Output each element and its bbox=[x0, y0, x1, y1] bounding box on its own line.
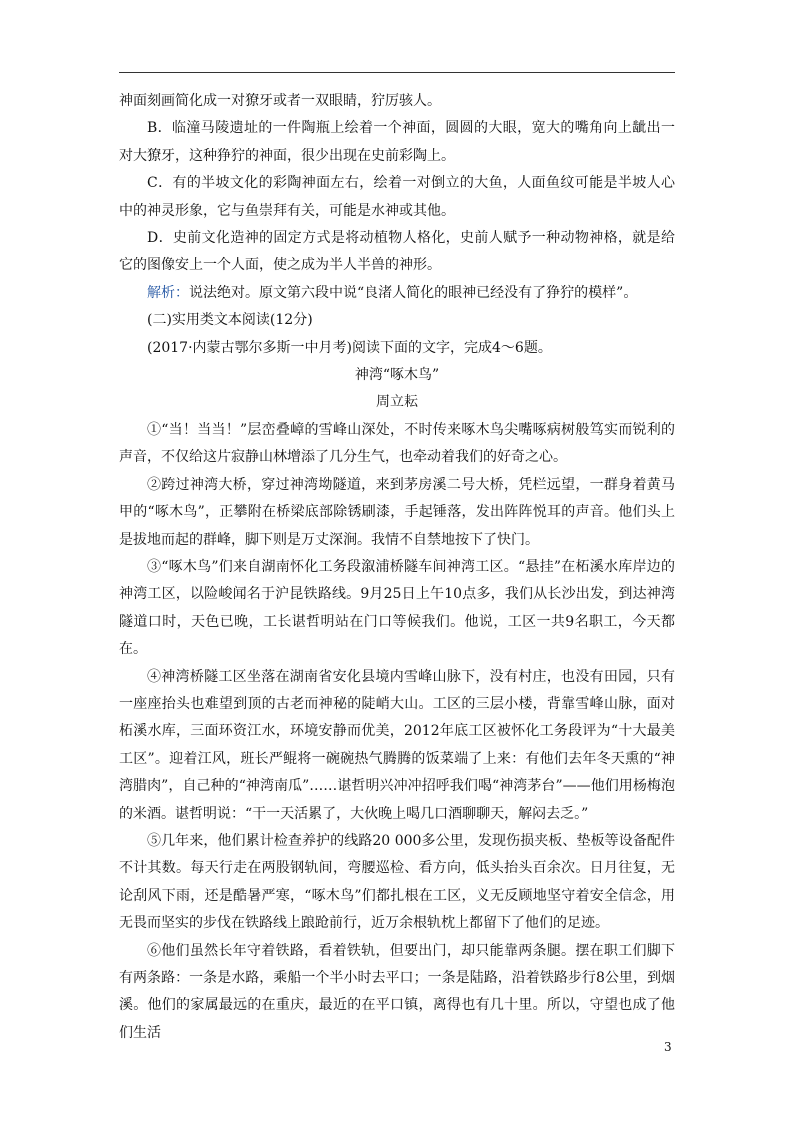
source-line: (2017·内蒙古鄂尔多斯一中月考)阅读下面的文字，完成4～6题。 bbox=[147, 339, 552, 356]
article-paragraph-1: ①“当！当当！”层峦叠嶂的雪峰山深处，不时传来啄木鸟尖嘴啄病树般笃实而锐利的声音，不仅给这片寂静山林增添了几分生气，也牵动着我们的好奇之心。 bbox=[119, 421, 675, 466]
option-d: D．史前文化造神的固定方式是将动植物人格化，史前人赋予一种动物神格，就是给它的图像安上一个人面，使之成为半人半兽的神形。 bbox=[119, 230, 675, 274]
article-paragraph-6: ⑥他们虽然长年守着铁路，看着铁轨，但要出门，却只能靠两条腿。摆在职工们脚下有两条路：一条是水路，乘船一个半小时去平口；一条是陆路，沿着铁路步行8公里，到烟溪。他们的家属最远的在重庆，最近的在平口镇，离得也有几十里。所以，守望也成了他们生活 bbox=[119, 942, 675, 1041]
analysis bbox=[119, 280, 675, 307]
page-number: 3 bbox=[664, 1040, 672, 1054]
option-c: C．有的半坡文化的彩陶神面左右，绘着一对倒立的大鱼，人面鱼纹可能是半坡人心中的神灵形象，它与鱼崇拜有关，可能是水神或其他。 bbox=[119, 175, 675, 219]
analysis-label: 解析： bbox=[147, 284, 189, 301]
article-author: 周立耘 bbox=[376, 394, 418, 411]
article-paragraph-4: ④神湾桥隧工区坐落在湖南省安化县境内雪峰山脉下，没有村庄，也没有田园，只有一座座抬头也难望到顶的古老而神秘的陡峭大山。工区的三层小楼，背靠雪峰山脉，面对柘溪水库，三面环资江水，环境安静而优美，2012年底工区被怀化工务段评为“十大最美工区”。迎着江风，班长严鲲将一碗碗热气腾腾的饭菜端了上来：有他们去年冬天熏的“神湾腊肉”，自己种的“神湾南瓜”……谌哲明兴冲冲招呼我们喝“神湾茅台”——他们用杨梅泡的米酒。谌哲明说：“干一天活累了，大伙晚上喝几口酒聊聊天，解闷去乏。” bbox=[119, 668, 675, 822]
header-rule bbox=[119, 72, 675, 73]
article-paragraph-3: ③“啄木鸟”们来自湖南怀化工务段溆浦桥隧车间神湾工区。“悬挂”在柘溪水库岸边的神湾工区，以险峻闻名于沪昆铁路线。9月25日上午10点多，我们从长沙出发，到达神湾隧道口时，天色已晚，工长谌哲明站在门口等候我们。他说，工区一共9名职工，今天都在。 bbox=[119, 558, 675, 658]
article-paragraph-5: ⑤几年来，他们累计检查养护的线路20 000多公里，发现伤损夹板、垫板等设备配件不计其数。每天行走在两股钢轨间，弯腰巡检、看方向，低头抬头百余次。日月往复，无论刮风下雨，还是酷暑严寒，“啄木鸟”们都扎根在工区，义无反顾地坚守着安全信念，用无畏而坚实的步伐在铁路线上踉跄前行，近万余根轨枕上都留下了他们的足迹。 bbox=[119, 832, 675, 932]
section-heading: (二)实用类文本阅读(12分) bbox=[147, 312, 313, 329]
analysis-text: 说法绝对。原文第六段中说“良渚人简化的眼神已经没有了狰狞的模样”。 bbox=[189, 284, 638, 301]
document-body bbox=[119, 88, 675, 1047]
option-b: B．临潼马陵遗址的一件陶瓶上绘着一个神面，圆圆的大眼，宽大的嘴角向上龇出一对大獠牙，这种狰狞的神面，很少出现在史前彩陶上。 bbox=[119, 120, 675, 164]
article-paragraph-2: ②跨过神湾大桥，穿过神湾坳隧道，来到茅房溪二号大桥，凭栏远望，一群身着黄马甲的“啄木鸟”，正攀附在桥梁底部除锈刷漆，手起锤落，发出阵阵悦耳的声音。他们头上是拔地而起的群峰，脚下则是万丈深涧。我情不自禁地按下了快门。 bbox=[119, 476, 675, 548]
article-title: 神湾“啄木鸟” bbox=[354, 367, 440, 384]
option-a-continuation: 神面刻画简化成一对獠牙或者一双眼睛，狞厉骇人。 bbox=[119, 93, 441, 109]
